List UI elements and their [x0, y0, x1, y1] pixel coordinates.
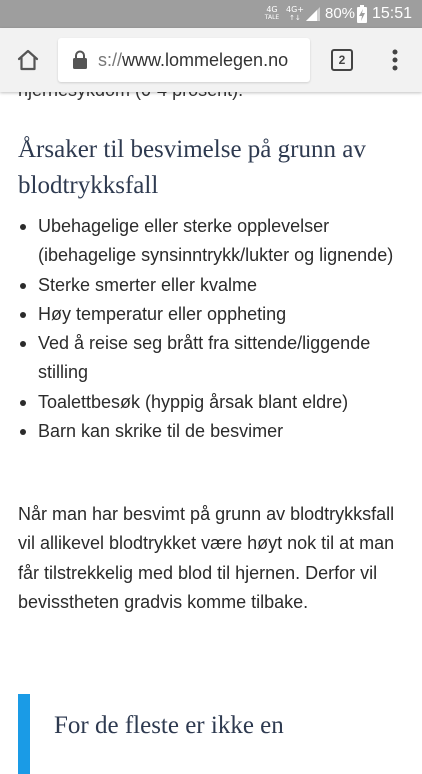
network-volte-label: TALE	[264, 14, 280, 21]
page-content	[0, 92, 422, 750]
url-scheme: s://	[98, 50, 123, 70]
home-icon	[16, 48, 40, 72]
browser-toolbar	[0, 28, 422, 92]
list-item: Toalettbesøk (hyppig årsak blant eldre)	[0, 388, 422, 417]
status-bar	[0, 0, 422, 28]
network-4g-label: 4G	[266, 5, 278, 14]
battery-percentage: 80%	[325, 5, 356, 22]
url-text	[98, 50, 288, 70]
home-button[interactable]	[12, 44, 44, 76]
signal-strength-icon	[306, 7, 320, 21]
body-paragraph: Når man har besvimt på grunn av blodtrykksfall vil allikevel blodtrykket være høyt nok til at man får tilstrekkelig med blod til hjernen. Derfor vil bevisstheten gradvis komme tilbake.	[18, 504, 395, 613]
clock: 15:51	[372, 5, 413, 22]
list-item: Ubehagelige eller sterke opplevelser (ibehagelige synsinntrykk/lukter og lignende)	[0, 212, 422, 271]
overflow-menu-button[interactable]	[380, 46, 410, 74]
battery-charging-icon	[357, 5, 367, 23]
callout-accent-bar	[18, 694, 30, 774]
network-4gplus-indicator	[286, 5, 304, 22]
list-item: Barn kan skrike til de besvimer	[0, 417, 422, 446]
lock-icon	[72, 50, 88, 70]
callout-heading: For de fleste er ikke en	[54, 712, 284, 739]
section-heading: Årsaker til besvimelse på grunn av blodtrykksfall	[18, 136, 366, 199]
network-4gplus-label: 4G+	[286, 5, 304, 14]
url-host: www.lommelegen.no	[122, 50, 289, 70]
tab-count: 2	[331, 49, 353, 71]
causes-list	[0, 212, 422, 446]
list-item: Ved å reise seg brått fra sittende/liggende stilling	[0, 329, 422, 388]
callout-box	[18, 694, 422, 774]
network-4g-indicator	[264, 5, 280, 22]
more-vert-icon	[392, 49, 398, 71]
address-bar[interactable]	[58, 38, 310, 82]
data-arrows-icon: ↑↓	[289, 14, 301, 22]
tab-switcher-button[interactable]	[330, 48, 354, 72]
list-item: Høy temperatur eller oppheting	[0, 300, 422, 329]
list-item: Sterke smerter eller kvalme	[0, 271, 422, 300]
